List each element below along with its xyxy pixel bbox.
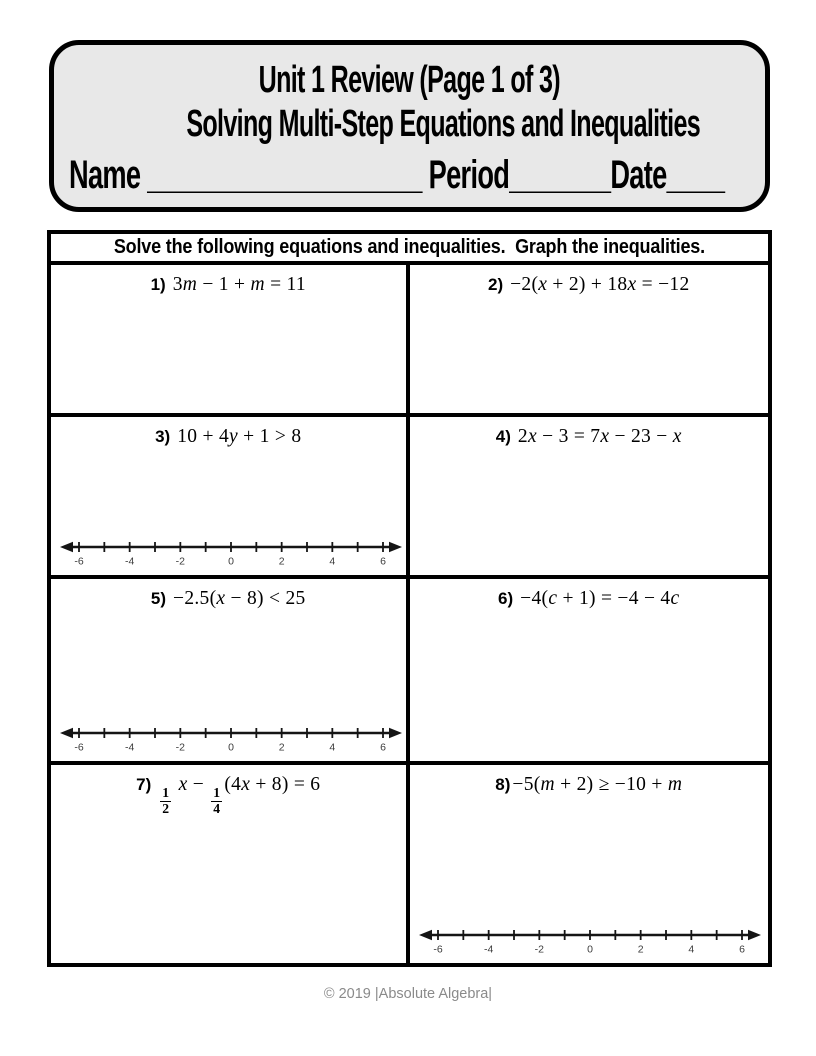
problem-1-equation: 3m − 1 + m = 11 — [172, 274, 306, 295]
svg-text:-2: -2 — [175, 741, 186, 754]
problem-2 — [410, 265, 769, 296]
name-label: Name — [69, 153, 148, 197]
problem-cell-3 — [51, 417, 410, 579]
problem-5 — [51, 579, 406, 610]
period-blank: _______ — [509, 153, 611, 197]
problems-grid — [51, 265, 768, 963]
svg-text:0: 0 — [586, 943, 593, 956]
problem-cell-2 — [410, 265, 769, 417]
instructions-text: Solve the following equations and inequalities. Graph the inequalities. — [113, 236, 706, 258]
number-line — [59, 532, 403, 572]
problems-table — [47, 230, 772, 967]
problem-1-number: 1) — [150, 275, 166, 294]
period-label: Period — [421, 153, 510, 197]
name-blank: ___________________ — [147, 153, 422, 197]
title-box — [49, 40, 770, 212]
svg-text:-6: -6 — [74, 555, 84, 568]
problem-cell-5 — [51, 579, 410, 765]
problem-cell-8 — [410, 765, 769, 963]
svg-text:2: 2 — [278, 555, 285, 568]
svg-text:-4: -4 — [124, 555, 135, 568]
problem-4-equation: 2x − 3 = 7x − 23 − x — [517, 426, 682, 447]
name-line — [69, 153, 724, 198]
problem-4 — [410, 417, 769, 448]
problem-6-equation: −4(c + 1) = −4 − 4c — [520, 588, 680, 609]
name-period-date-row — [69, 153, 816, 198]
svg-text:6: 6 — [380, 741, 386, 754]
fraction-one-half: $\frac{1}{2}$ — [162, 784, 170, 817]
problem-3-equation: 10 + 4y + 1 > 8 — [177, 426, 302, 447]
problem-8 — [410, 765, 769, 796]
date-blank: ____ — [666, 153, 725, 197]
problem-6-number: 6) — [498, 589, 514, 608]
problem-1 — [51, 265, 406, 296]
problem-8-equation: −5(m + 2) ≥ −10 + m — [512, 774, 683, 795]
title-wrap — [54, 58, 765, 146]
svg-text:6: 6 — [738, 943, 745, 956]
problem-cell-7 — [51, 765, 410, 963]
worksheet-title-line1: Unit 1 Review (Page 1 of 3) — [258, 59, 561, 101]
svg-text:2: 2 — [278, 741, 285, 754]
problem-7 — [51, 765, 406, 816]
problem-7-equation: $\frac{1}{2}$ x − $\frac{1}{4}$ (4x + 8) = 6 — [162, 774, 321, 817]
number-line — [418, 920, 762, 960]
problem-2-equation: −2(x + 2) + 18x = −12 — [510, 274, 690, 295]
problem-cell-4 — [410, 417, 769, 579]
svg-text:0: 0 — [228, 555, 234, 568]
svg-text:-4: -4 — [483, 943, 493, 956]
problem-3-number: 3) — [155, 427, 171, 446]
svg-text:-6: -6 — [74, 741, 84, 754]
problem-cell-6 — [410, 579, 769, 765]
instructions-bar — [51, 234, 768, 265]
problem-8-number: 8) — [495, 775, 511, 794]
problem-3 — [51, 417, 406, 448]
svg-text:-2: -2 — [534, 943, 544, 956]
svg-text:2: 2 — [637, 943, 644, 956]
worksheet-title-line2: Solving Multi-Step Equations and Inequalities — [186, 103, 701, 146]
svg-text:0: 0 — [228, 741, 234, 754]
copyright-footer: © 2019 |Absolute Algebra| — [323, 986, 493, 1002]
svg-text:6: 6 — [380, 555, 386, 568]
svg-text:-4: -4 — [124, 741, 135, 754]
svg-text:4: 4 — [329, 741, 336, 754]
problem-5-equation: −2.5(x − 8) < 25 — [173, 588, 306, 609]
problem-4-number: 4) — [495, 427, 511, 446]
problem-6 — [410, 579, 769, 610]
fraction-one-fourth: $\frac{1}{4}$ — [213, 784, 221, 817]
problem-7-number: 7) — [136, 775, 152, 794]
svg-text:4: 4 — [329, 555, 336, 568]
problem-cell-1 — [51, 265, 410, 417]
problem-5-number: 5) — [150, 589, 167, 608]
svg-text:-2: -2 — [175, 555, 186, 568]
problem-2-number: 2) — [487, 275, 504, 294]
svg-text:4: 4 — [687, 943, 694, 956]
date-label: Date — [610, 153, 667, 197]
svg-text:-6: -6 — [432, 943, 443, 956]
number-line — [59, 718, 403, 758]
